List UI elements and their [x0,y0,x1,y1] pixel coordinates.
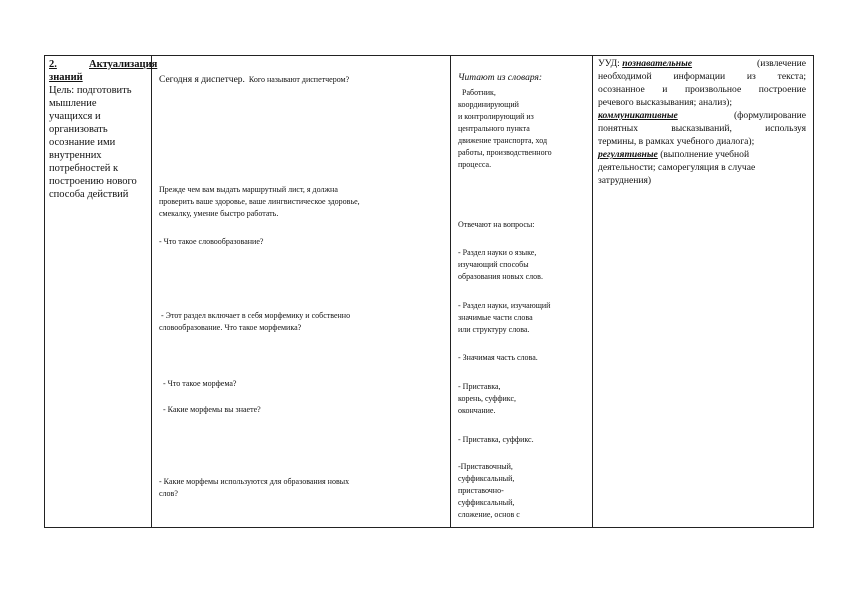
communicative-label: коммуникативные [598,110,678,121]
dictionary-line: координирующий [458,100,519,109]
uud-line: затруднения) [598,175,652,186]
dictionary-line: и контролирующий из [458,112,534,121]
uud-line: коммуникативные (формулирование [598,110,806,121]
lesson-table [44,55,814,528]
stage-title-cont: знаний [49,72,83,83]
goal-line: потребностей к [49,163,119,174]
dictionary-line: центрального пункта [458,124,530,133]
teacher-question: - Что такое словообразование? [159,237,264,246]
teacher-paragraph-line: проверить ваше здоровье, ваше лингвистическое здоровье, [159,197,360,206]
uud-line: понятных высказываний, используя [598,123,806,134]
dictionary-line: работы, производственного [458,148,552,157]
answer-line: окончание. [458,406,496,415]
answer-line: изучающий способы [458,260,529,269]
answer-line: или структуру слова. [458,325,530,334]
uud-line: термины, в рамках учебного диалога); [598,136,755,147]
uud-line: речевого высказывания; анализ); [598,97,733,108]
teacher-question: - Какие морфемы вы знаете? [163,405,261,414]
cognitive-label: познавательные [622,58,693,69]
uud-line: деятельности; саморегуляция в случае [598,162,756,173]
goal-line: внутренних [49,150,102,161]
dictionary-title: Читают из словаря: [458,73,543,83]
uud-line: осознанное и произвольное построение [598,84,806,95]
goal-line: построению нового [49,176,137,187]
teacher-question: - Этот раздел включает в себя морфемику и собственно [161,311,351,320]
goal-line: мышление [49,98,97,109]
dictionary-line: Работник, [462,88,496,97]
teacher-column [151,56,450,527]
goal-line: способа действий [49,189,129,200]
dictionary-line: движение транспорта, ход [458,136,548,145]
students-column [450,56,592,527]
answers-title: Отвечают на вопросы: [458,220,535,229]
stage-title: Актуализация [89,59,158,70]
goal-line: организовать [49,124,108,135]
answer-line: - Раздел науки о языке, [458,248,537,257]
goal-line: осознание ими [49,137,116,148]
dictionary-line: процесса. [458,160,492,169]
teacher-question: - Какие морфемы используются для образования новых [159,477,350,486]
teacher-paragraph-line: смекалку, умение быстро работать. [159,209,279,218]
answer-line: корень, суффикс, [458,394,517,403]
answer-line: - Приставка, суффикс. [458,435,534,444]
goal-line: учащихся и [49,111,101,122]
answer-line: суффиксальный, [458,498,515,507]
answer-line: - Раздел науки, изучающий [458,301,551,310]
uud-line: необходимой информации из текста; [598,71,806,82]
uud-line: УУД: познавательные (извлечение [598,58,806,69]
answer-line: - Значимая часть слова. [458,353,538,362]
answer-line: сложение, основ с [458,510,520,519]
stage-number: 2. [49,59,57,70]
uud-column [592,56,813,527]
teacher-question: словообразование. Что такое морфемика? [159,323,302,332]
teacher-intro: Сегодня я диспетчер. Кого называют диспетчером? [159,75,350,85]
answer-line: суффиксальный, [458,474,515,483]
teacher-question: слов? [159,489,178,498]
stage-column [45,56,158,527]
teacher-question: - Что такое морфема? [163,379,237,388]
answer-line: -Приставочный, [458,462,513,471]
answer-line: - Приставка, [458,382,501,391]
goal-line: Цель: подготовить [49,85,132,96]
answer-line: образования новых слов. [458,272,543,281]
uud-line: регулятивные (выполнение учебной [598,149,750,160]
teacher-paragraph-line: Прежде чем вам выдать маршрутный лист, я должна [159,185,338,194]
regulatory-label: регулятивные [598,149,658,160]
answer-line: приставочно- [458,486,504,495]
answer-line: значимые части слова [458,313,533,322]
